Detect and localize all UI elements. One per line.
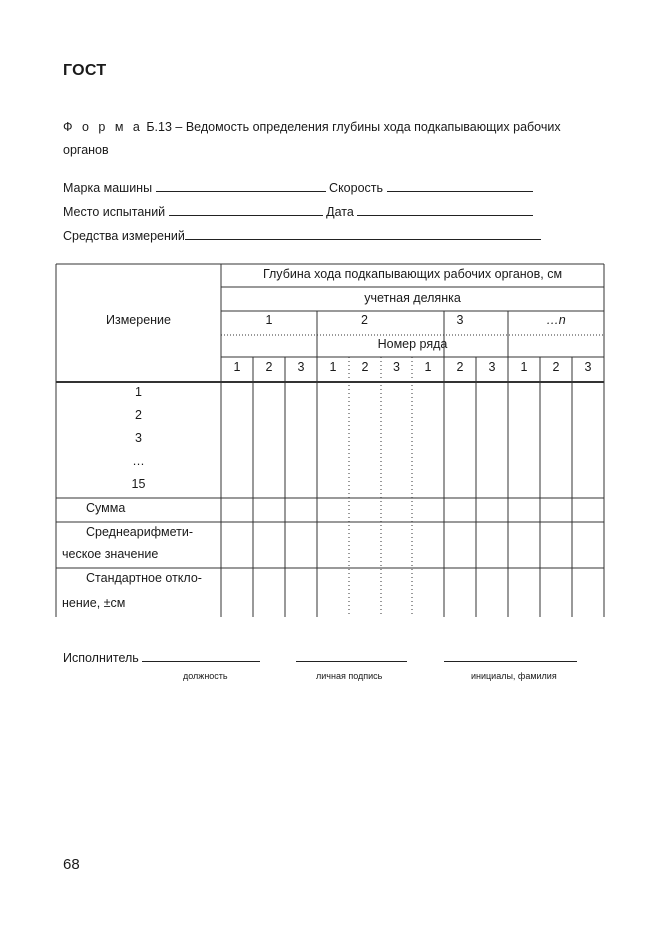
- measurement-row-label: 3: [135, 431, 142, 445]
- measurement-row-label: 1: [135, 385, 142, 399]
- row-number-cell: 1: [520, 360, 528, 374]
- row-number-cell: 3: [297, 360, 305, 374]
- row-number-cell: 2: [361, 360, 369, 374]
- std-label-line2: нение, ±см: [62, 596, 126, 610]
- row-number-cell: 3: [393, 360, 400, 374]
- plot-label-3: 3: [456, 313, 464, 327]
- plot-label-2: 2: [361, 313, 368, 327]
- row-number-cell: 1: [329, 360, 337, 374]
- row-number-cell: 3: [488, 360, 496, 374]
- form-title-text: Б.13 – Ведомость определения глубины хода подкапывающих рабочих органов: [63, 120, 561, 157]
- place-label: Место испытаний: [63, 205, 166, 219]
- row-number-cell: 2: [265, 360, 273, 374]
- page-number: 68: [63, 856, 80, 873]
- row-number-cell: 1: [233, 360, 241, 374]
- plot-label-n: …n: [546, 313, 566, 327]
- mean-label-line2: ческое значение: [62, 547, 159, 561]
- signature-blank: [296, 650, 407, 662]
- executor-line: [63, 650, 260, 665]
- mean-label-line1: Среднеарифмети-: [86, 525, 193, 539]
- instruments-label: Средства измерений: [63, 229, 185, 243]
- row-number-cell: 1: [424, 360, 432, 374]
- position-caption: должность: [183, 671, 228, 681]
- measurement-row-label: …: [132, 454, 145, 468]
- document-header: ГОСТ: [63, 62, 107, 79]
- plot-header: учетная делянка: [364, 291, 461, 305]
- executor-label: Исполнитель: [63, 651, 139, 665]
- measurement-row-label: 15: [131, 477, 146, 491]
- name-caption: инициалы, фамилия: [471, 671, 557, 681]
- std-label-line1: Стандартное откло-: [86, 571, 202, 585]
- signature-caption: личная подпись: [316, 671, 383, 681]
- row-number-cell: 3: [584, 360, 592, 374]
- row-number-cell: 2: [456, 360, 464, 374]
- row-number-cell: 2: [552, 360, 560, 374]
- measurement-row-label: 2: [135, 408, 142, 422]
- speed-label: Скорость: [329, 181, 384, 195]
- position-blank: [142, 650, 260, 662]
- plot-label-1: 1: [265, 313, 273, 327]
- row-number-header: Номер ряда: [377, 337, 448, 351]
- machine-label: Марка машины: [63, 181, 153, 195]
- sum-label: Сумма: [86, 501, 126, 515]
- form-label: Ф о р м а: [63, 120, 143, 134]
- name-blank: [444, 650, 577, 662]
- measurement-column-header: Измерение: [105, 313, 171, 327]
- date-label: Дата: [326, 205, 354, 219]
- depth-header: Глубина хода подкапывающих рабочих органов, см: [262, 267, 563, 281]
